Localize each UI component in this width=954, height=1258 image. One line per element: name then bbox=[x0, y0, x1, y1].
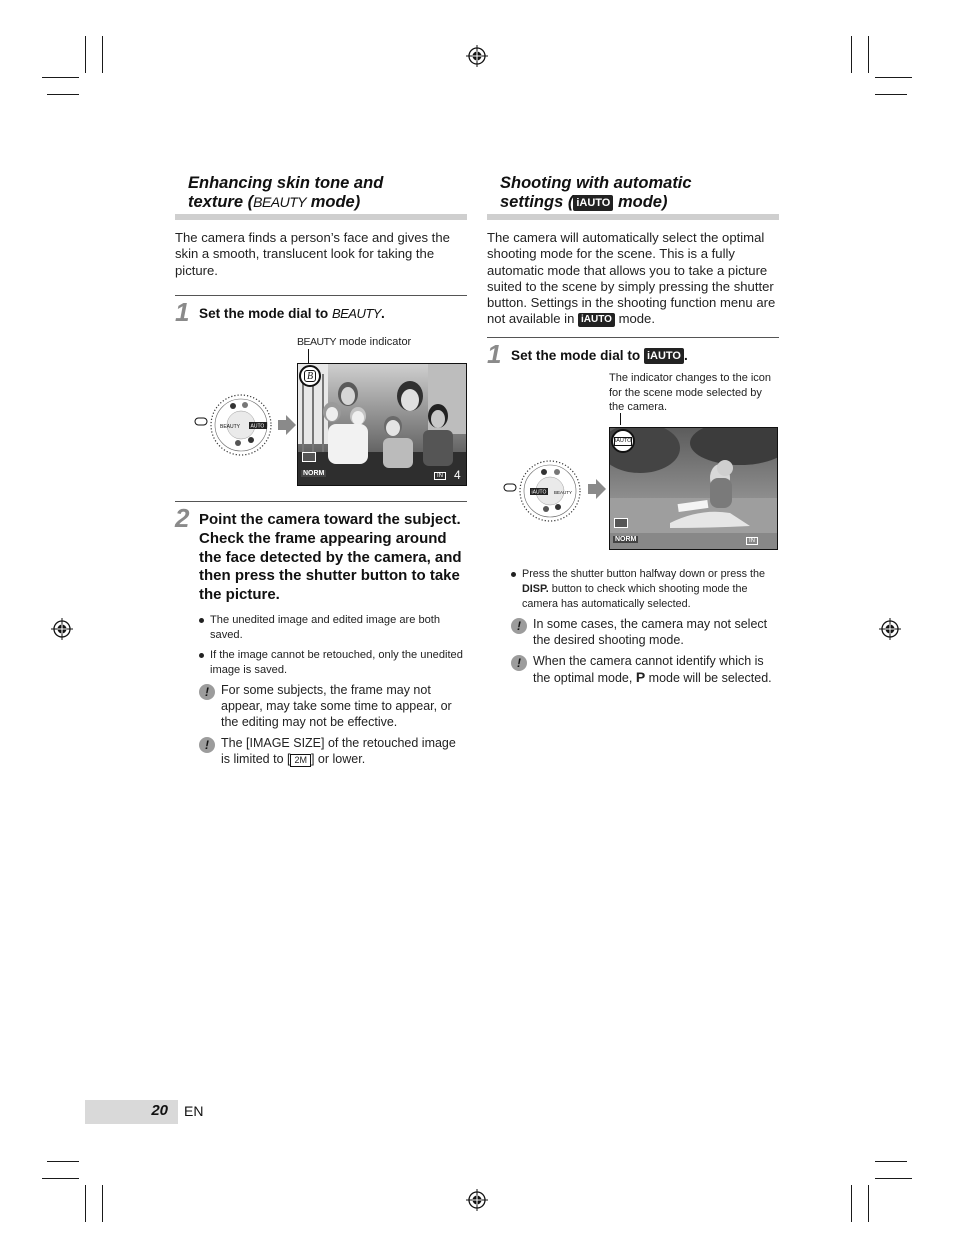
note-text: mode will be selected. bbox=[645, 671, 772, 686]
crop-mark bbox=[85, 36, 86, 73]
caution-note bbox=[199, 736, 467, 767]
crop-mark bbox=[851, 36, 852, 73]
camera-screen-photo bbox=[297, 363, 467, 486]
title-underline bbox=[175, 214, 467, 220]
dial-label: BEAUTY bbox=[220, 424, 241, 431]
beauty-mode-section bbox=[175, 170, 467, 767]
crop-mark bbox=[102, 36, 103, 73]
crop-mark bbox=[868, 1185, 869, 1222]
step-number: 1 bbox=[175, 296, 190, 327]
indicator-leader-line bbox=[308, 349, 309, 363]
beauty-mode-icon: BEAUTY bbox=[297, 336, 337, 349]
caption-text: mode indicator bbox=[336, 336, 412, 349]
step-text bbox=[199, 302, 467, 324]
family-photo-image bbox=[298, 364, 467, 486]
title-line: Enhancing skin tone and bbox=[188, 174, 384, 192]
caution-icon: ! bbox=[511, 618, 527, 634]
caution-icon: ! bbox=[199, 684, 215, 700]
mode-dial-icon[interactable] bbox=[193, 391, 273, 459]
bullet-item: If the image cannot be retouched, only the unedited image is saved. bbox=[199, 648, 467, 678]
note-text: The [IMAGE SIZE] of the retouched image is limited to [ bbox=[221, 736, 456, 766]
step-text-part: . bbox=[683, 347, 688, 363]
section-title bbox=[487, 170, 779, 214]
crop-mark bbox=[42, 1178, 79, 1179]
p-mode-icon: P bbox=[635, 669, 646, 686]
title-line bbox=[500, 193, 779, 212]
disp-button-label: DISP. bbox=[522, 583, 549, 596]
intro-text: The camera will automatically select the optimal shooting mode for the scene. This is a fully automatic mode that allows you to take a picture suited to the scene by simply pressing the shutter button. Settings in the shooting function menu are not available in bbox=[487, 230, 776, 327]
title-text: settings ( bbox=[500, 193, 574, 211]
image-size-icon bbox=[302, 452, 316, 462]
step-1 bbox=[487, 338, 779, 369]
step-text-part: Set the mode dial to bbox=[511, 347, 644, 363]
iauto-mode-icon: iAUTO bbox=[573, 195, 613, 211]
note-text: ] or lower. bbox=[310, 751, 366, 766]
iauto-mode-icon: iAUTO bbox=[644, 348, 684, 364]
step-number: 2 bbox=[175, 503, 190, 534]
bullet-item bbox=[511, 567, 779, 612]
indicator-leader-line bbox=[620, 413, 621, 425]
divider bbox=[175, 295, 467, 296]
iauto-mode-section bbox=[487, 170, 779, 687]
title-line: Shooting with automatic bbox=[500, 174, 692, 192]
beauty-mode-icon: BEAUTY bbox=[253, 194, 307, 210]
caution-note bbox=[199, 683, 467, 730]
dial-label: AUTO bbox=[250, 423, 265, 430]
crop-mark bbox=[85, 1185, 86, 1222]
divider bbox=[175, 501, 467, 502]
intro-text: mode. bbox=[614, 311, 655, 327]
title-line bbox=[188, 193, 467, 212]
step-1 bbox=[175, 296, 467, 327]
crop-mark bbox=[42, 77, 79, 78]
bullet-text: button to check which shooting mode the camera has automatically selected. bbox=[522, 583, 748, 611]
page-number: 20 bbox=[151, 1102, 168, 1119]
bullet-item: The unedited image and edited image are both saved. bbox=[199, 613, 467, 643]
woman-reading-photo-image bbox=[610, 428, 778, 550]
camera-screen-photo bbox=[609, 427, 778, 550]
registration-mark-icon bbox=[879, 618, 901, 640]
crop-mark bbox=[47, 1161, 79, 1162]
beauty-figure bbox=[175, 329, 467, 501]
note-text: In some cases, the camera may not select the desired shooting mode. bbox=[533, 617, 768, 647]
intro-paragraph bbox=[487, 230, 779, 328]
title-text: mode) bbox=[306, 193, 361, 211]
step-text-part: Set the mode dial to bbox=[199, 305, 332, 321]
caution-note bbox=[511, 617, 779, 648]
language-label: EN bbox=[184, 1103, 204, 1119]
iauto-mode-icon: iAUTO bbox=[615, 438, 632, 445]
step-number: 1 bbox=[487, 338, 502, 369]
section-title bbox=[175, 170, 467, 214]
bullet-list bbox=[199, 613, 467, 767]
crop-mark bbox=[47, 94, 79, 95]
registration-mark-icon bbox=[466, 1189, 488, 1211]
crop-mark bbox=[875, 94, 907, 95]
caution-icon: ! bbox=[199, 737, 215, 753]
title-text: mode) bbox=[613, 193, 668, 211]
crop-mark bbox=[102, 1185, 103, 1222]
image-size-icon bbox=[614, 518, 628, 528]
note-text: When the camera cannot identify which is the optimal mode, bbox=[533, 654, 764, 686]
bullet-list bbox=[511, 567, 779, 686]
beauty-indicator-icon: B bbox=[299, 365, 321, 387]
indicator-caption bbox=[297, 335, 411, 350]
memory-icon: IN bbox=[746, 537, 758, 545]
arrow-right-icon bbox=[278, 415, 296, 435]
caution-icon: ! bbox=[511, 655, 527, 671]
arrow-right-icon bbox=[588, 479, 606, 499]
quality-icon: NORM bbox=[615, 536, 637, 544]
bullet-text: Press the shutter button halfway down or press the bbox=[522, 568, 766, 581]
note-text: For some subjects, the frame may not appear, may take some time to appear, or the editing may not be effective. bbox=[221, 683, 452, 729]
crop-mark bbox=[868, 36, 869, 73]
crop-mark bbox=[875, 1178, 912, 1179]
title-text: texture ( bbox=[188, 193, 254, 211]
registration-mark-icon bbox=[466, 45, 488, 67]
registration-mark-icon bbox=[51, 618, 73, 640]
step-text-part: . bbox=[380, 305, 385, 321]
title-underline bbox=[487, 214, 779, 220]
step-text bbox=[511, 344, 779, 366]
page-number-tab bbox=[85, 1100, 178, 1124]
step-2 bbox=[175, 503, 467, 604]
crop-mark bbox=[851, 1185, 852, 1222]
mode-dial-icon[interactable] bbox=[502, 457, 582, 525]
crop-mark bbox=[875, 77, 912, 78]
indicator-caption: The indicator changes to the icon for the scene mode selected by the camera. bbox=[609, 372, 772, 414]
image-size-2m-icon: 2M bbox=[290, 754, 311, 767]
intro-paragraph: The camera finds a person’s face and gives the skin a smooth, translucent look for taking the picture. bbox=[175, 230, 450, 278]
dial-label: BEAUTY bbox=[554, 490, 573, 496]
step-text: Point the camera toward the subject. Check the frame appearing around the face detected by the camera, and then press the shutter button to take the picture. bbox=[199, 511, 462, 603]
dial-label: iAUTO bbox=[531, 489, 547, 496]
quality-icon: NORM bbox=[303, 470, 325, 478]
memory-icon: IN bbox=[434, 472, 446, 480]
iauto-figure bbox=[487, 369, 779, 567]
divider bbox=[487, 337, 779, 338]
beauty-mode-icon: BEAUTY bbox=[331, 305, 381, 321]
crop-mark bbox=[875, 1161, 907, 1162]
iauto-mode-icon: iAUTO bbox=[578, 313, 615, 327]
shots-remaining: 4 bbox=[454, 468, 461, 483]
caution-note bbox=[511, 654, 779, 686]
